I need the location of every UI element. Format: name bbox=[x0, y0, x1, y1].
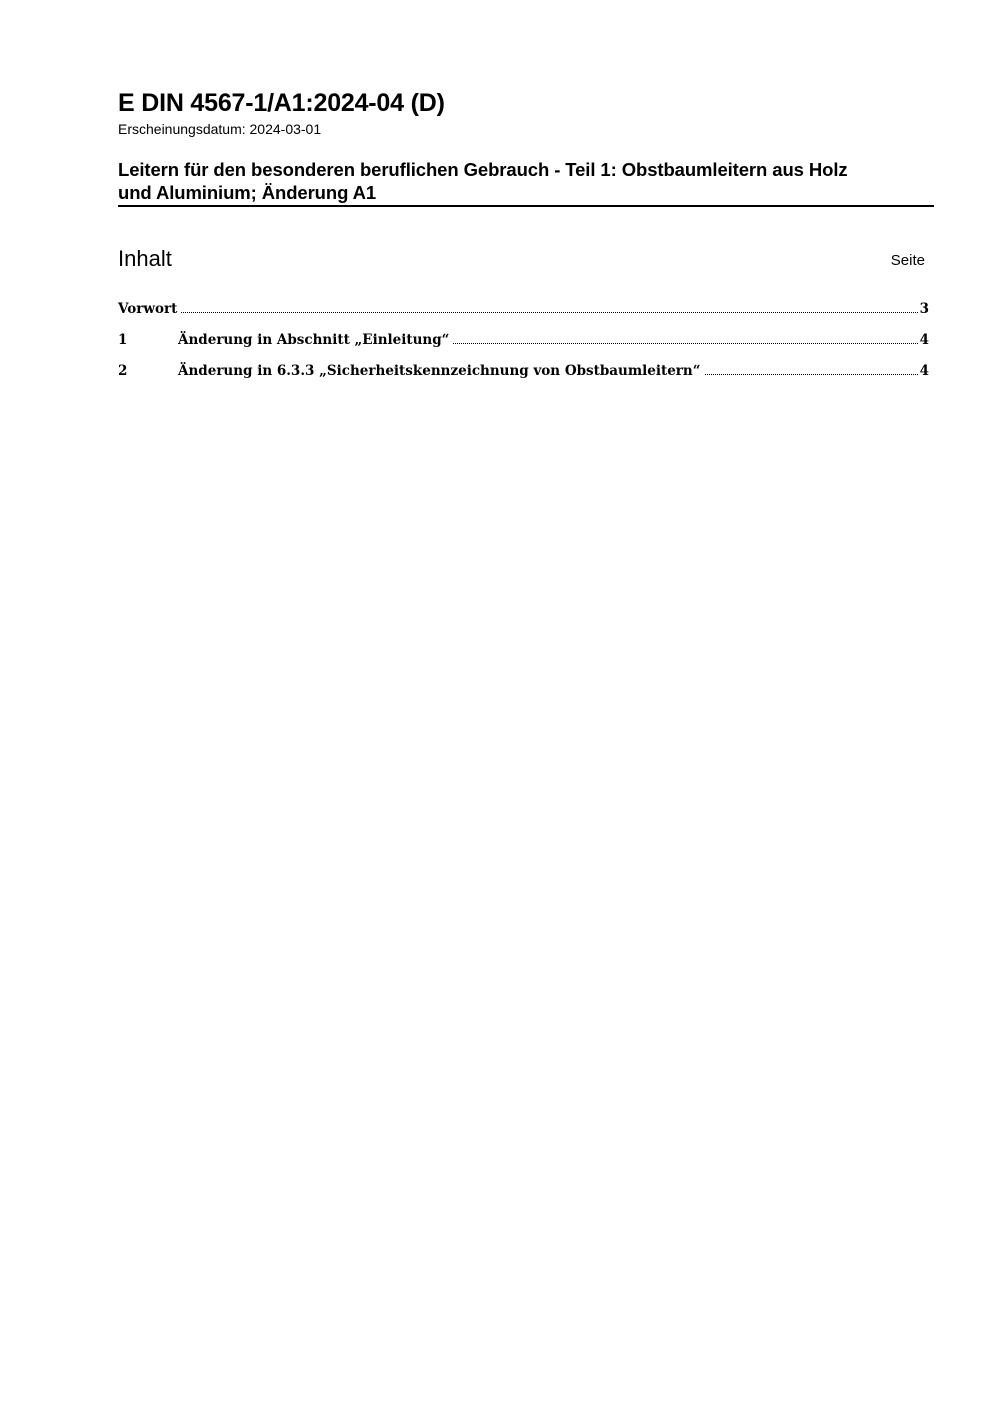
toc-heading: Inhalt bbox=[118, 246, 172, 271]
toc-entry-2[interactable] bbox=[118, 363, 929, 394]
title-line: und Aluminium; Änderung A1 bbox=[118, 182, 377, 203]
toc-entry-number: 2 bbox=[118, 363, 128, 379]
toc-entry-vorwort[interactable] bbox=[118, 301, 929, 332]
toc-entry-text: Änderung in 6.3.3 „Sicherheitskennzeichnung von Obstbaumleitern“ bbox=[178, 363, 701, 379]
toc-entry-number: 1 bbox=[118, 332, 128, 348]
toc-page-column-label: Seite bbox=[890, 252, 925, 269]
document-title bbox=[118, 158, 934, 207]
toc-entry-text: Änderung in Abschnitt „Einleitung“ bbox=[178, 332, 450, 348]
title-line: Leitern für den besonderen beruflichen Gebrauch - Teil 1: Obstbaumleitern aus Holz bbox=[118, 159, 848, 180]
table-of-contents bbox=[118, 301, 929, 394]
toc-entry-page: 4 bbox=[919, 332, 929, 348]
toc-leader-dots bbox=[705, 373, 918, 375]
toc-entry-text: Vorwort bbox=[118, 301, 178, 317]
toc-entry-page: 3 bbox=[919, 301, 929, 317]
document-id: E DIN 4567-1/A1:2024-04 (D) bbox=[118, 89, 445, 117]
toc-entry-1[interactable] bbox=[118, 332, 929, 363]
toc-leader-dots bbox=[181, 311, 917, 313]
publication-date: Erscheinungsdatum: 2024-03-01 bbox=[118, 121, 322, 137]
toc-entry-page: 4 bbox=[919, 363, 929, 379]
toc-leader-dots bbox=[453, 342, 917, 344]
